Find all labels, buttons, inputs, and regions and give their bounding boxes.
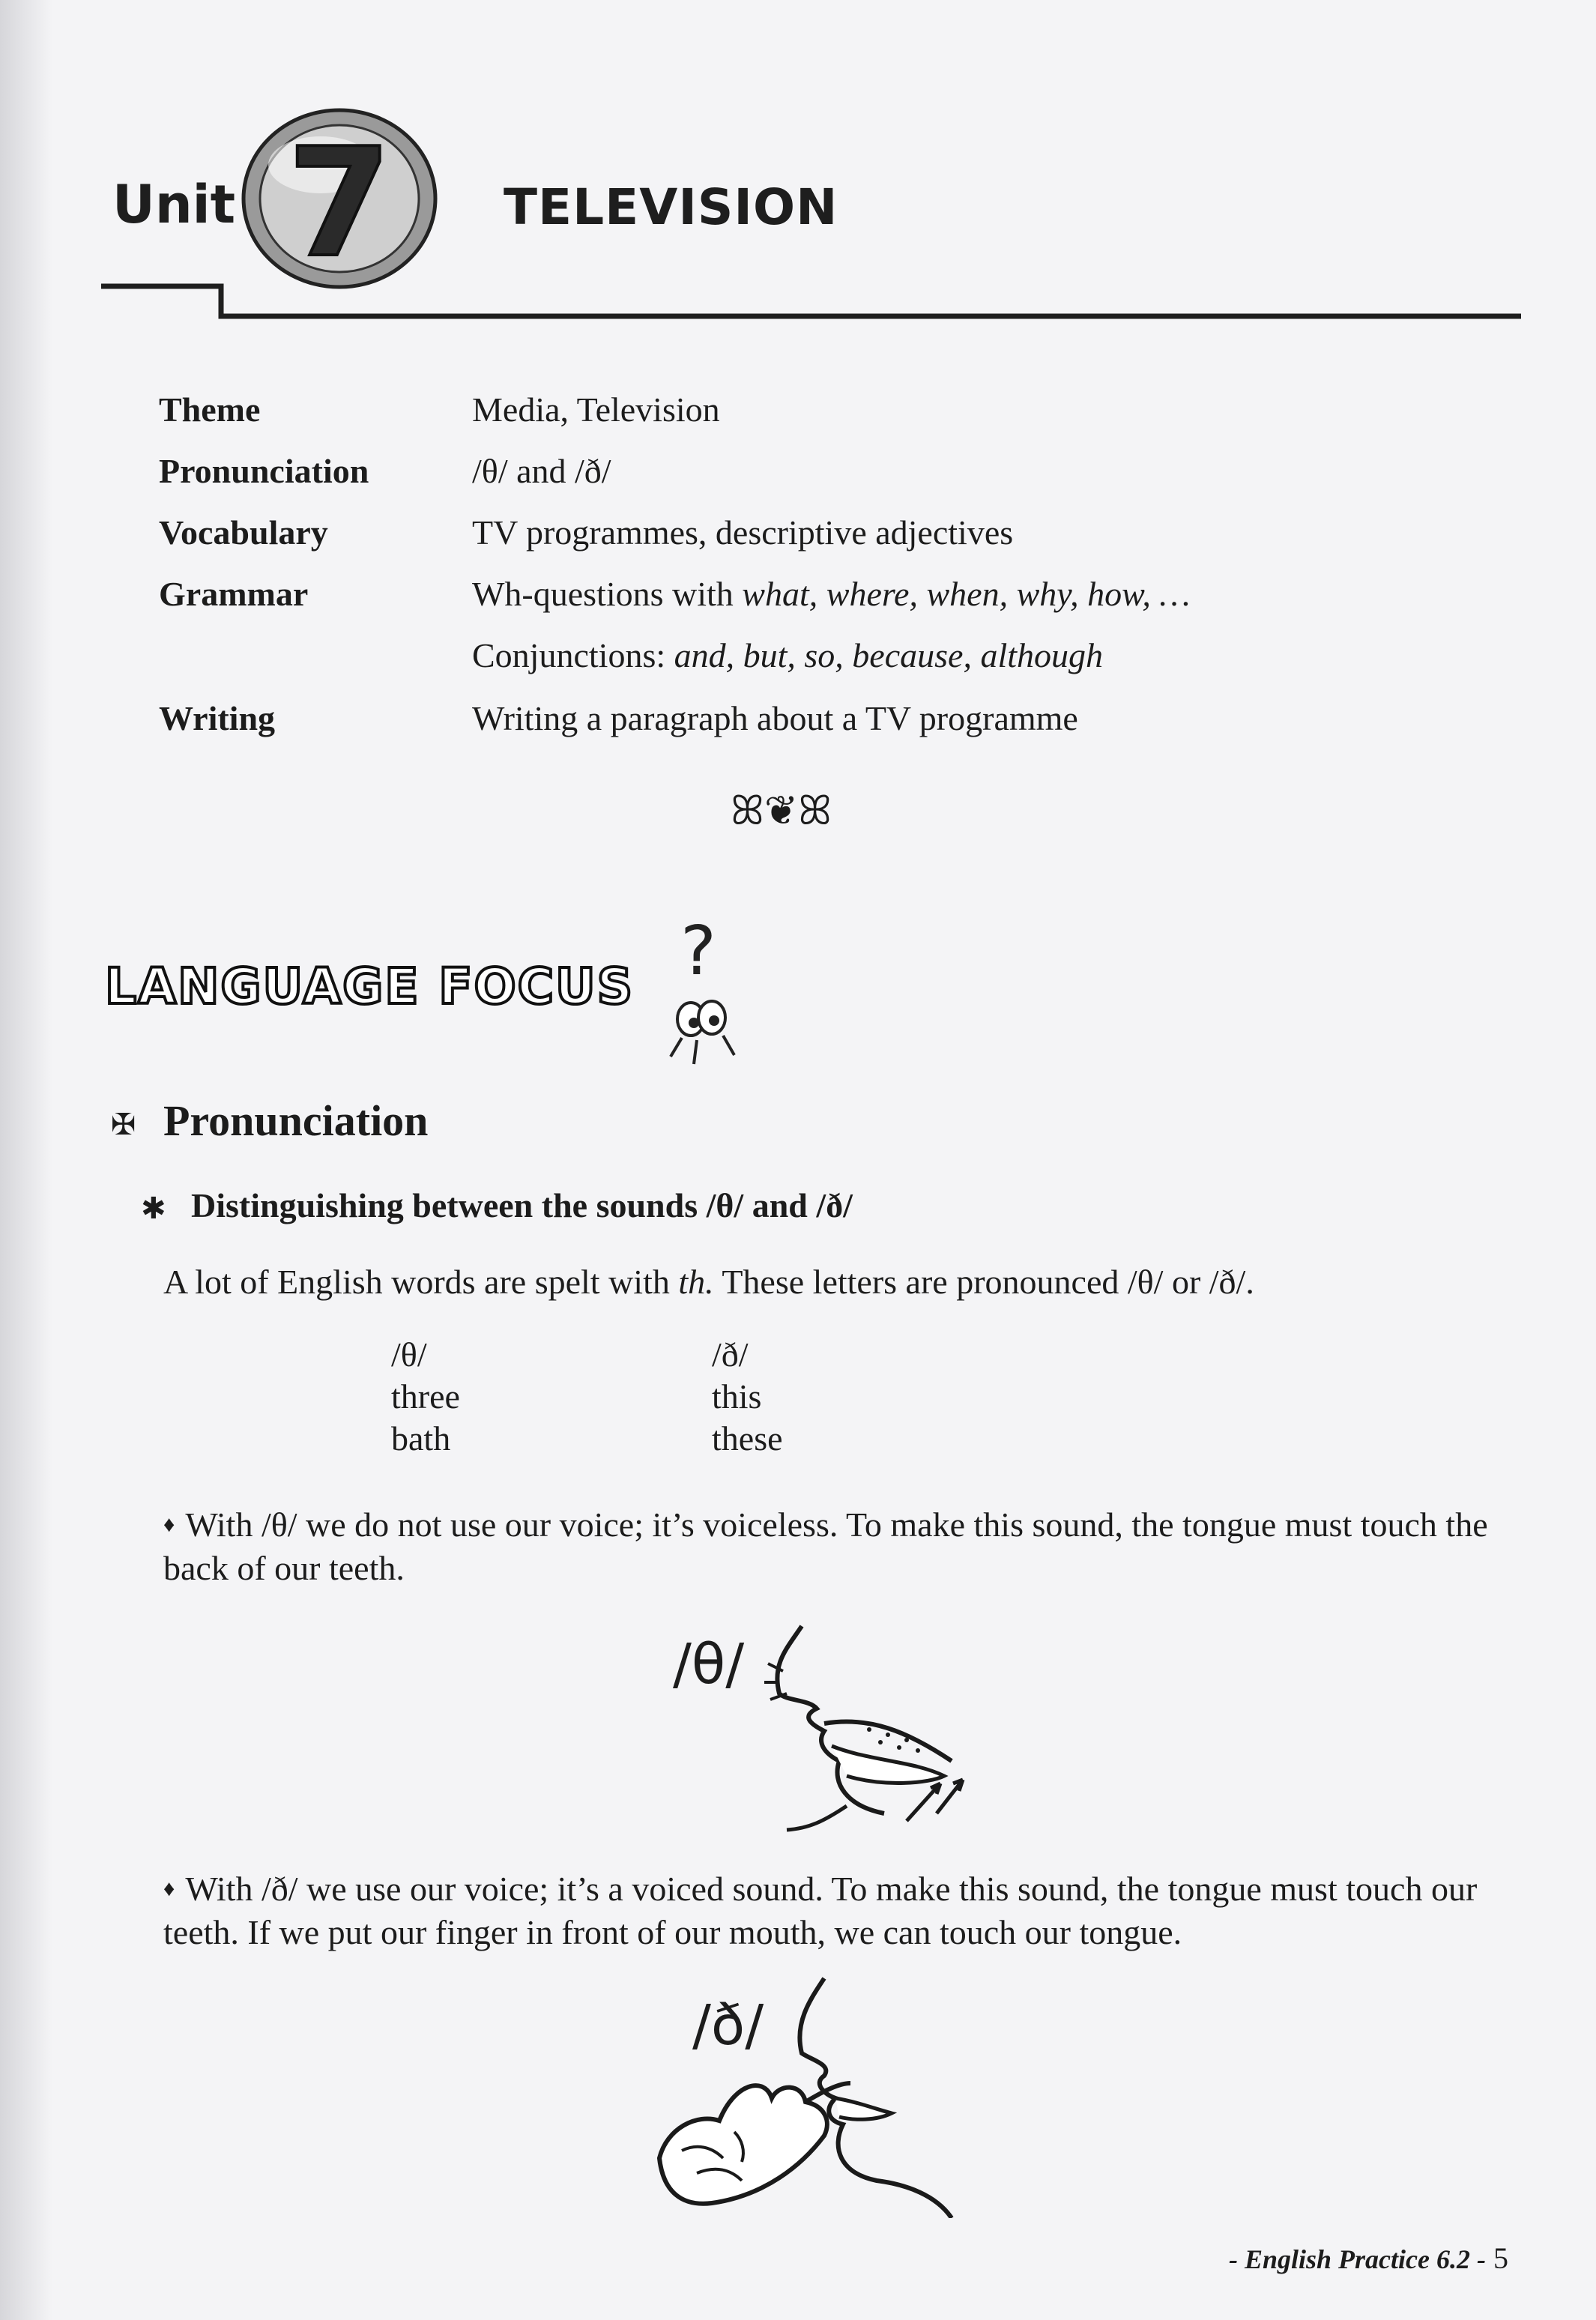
diamond-bullet-icon: ♦	[163, 1512, 175, 1537]
overview-value: TV programmes, descriptive adjectives	[472, 513, 1014, 552]
example-word: this	[712, 1377, 762, 1416]
overview-label: Vocabulary	[159, 513, 328, 552]
voiced-examples	[712, 1334, 783, 1460]
overview-row-writing	[159, 698, 1523, 758]
page-number: 5	[1493, 2241, 1508, 2275]
asterisk-icon: ✱	[141, 1191, 166, 1226]
unit-number: 7	[287, 116, 392, 291]
eth-diagram-label: /ð/	[692, 1993, 764, 2058]
page-edge-shadow	[0, 0, 52, 2320]
intro-paragraph: A lot of English words are spelt with th. These letters are pronounced /θ/ or /ð/.	[163, 1263, 1254, 1301]
example-word: bath	[391, 1419, 451, 1457]
voiceless-explanation: ♦ With /θ/ we do not use our voice; it’s voiceless. To make this sound, the tongue must touch the back of our teeth.	[163, 1505, 1488, 1587]
diamond-bullet-icon: ♦	[163, 1876, 175, 1901]
pronunciation-heading: Pronunciation	[163, 1096, 429, 1145]
language-focus-heading: LANGUAGE FOCUS	[105, 958, 635, 1015]
example-word: three	[391, 1377, 460, 1416]
overview-value: Conjunctions: and, but, so, because, although	[472, 636, 1104, 674]
theta-diagram-label: /θ/	[673, 1632, 745, 1697]
overview-row-grammar	[159, 574, 1523, 634]
voiceless-examples	[391, 1334, 460, 1460]
phoneme-symbol: /ð/	[712, 1335, 749, 1374]
bug-question-mark: ?	[680, 912, 716, 991]
overview-label: Grammar	[159, 575, 309, 613]
header-rule	[101, 279, 1521, 331]
overview-row-theme	[159, 390, 1523, 450]
book-title: - English Practice 6.2 -	[1229, 2244, 1486, 2274]
voiced-mouth-finger-diagram-icon	[652, 1971, 989, 2218]
overview-value: Writing a paragraph about a TV programme	[472, 699, 1078, 737]
overview-row-vocabulary	[159, 513, 1523, 573]
overview-row-pronunciation	[159, 451, 1523, 511]
overview-value: /θ/ and /ð/	[472, 452, 611, 490]
overview-value: Wh-questions with what, where, when, why, how, …	[472, 575, 1191, 613]
maltese-cross-icon: ✠	[111, 1108, 136, 1142]
overview-label: Writing	[159, 699, 276, 737]
pronunciation-subheading: Distinguishing between the sounds /θ/ and /ð/	[191, 1186, 853, 1224]
overview-value: Media, Television	[472, 390, 720, 429]
ornament-divider: ꕤ❦ꕤ	[731, 787, 832, 834]
voiceless-mouth-diagram-icon	[757, 1611, 997, 1836]
question-bug-icon	[652, 907, 742, 1072]
unit-number-badge	[238, 105, 441, 292]
overview-label: Pronunciation	[159, 452, 369, 490]
voiced-explanation: ♦ With /ð/ we use our voice; it’s a voiced sound. To make this sound, the tongue must touch our teeth. If we put our finger in front of our mouth, we can touch our tongue.	[163, 1870, 1478, 1951]
unit-title: TELEVISION	[504, 178, 838, 236]
example-word: these	[712, 1419, 783, 1457]
unit-label: Unit	[112, 174, 236, 235]
phoneme-symbol: /θ/	[391, 1335, 427, 1374]
overview-row-conjunctions	[159, 635, 1523, 695]
page-footer	[1229, 2241, 1508, 2276]
overview-label: Theme	[159, 390, 261, 429]
